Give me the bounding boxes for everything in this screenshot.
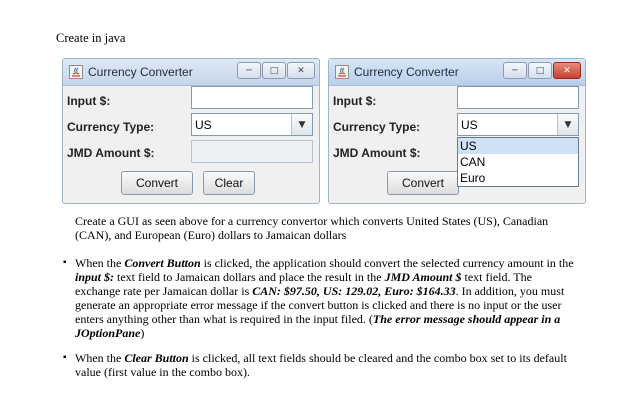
bullet-text: When the: [75, 351, 125, 365]
dropdown-option-us[interactable]: US: [458, 138, 578, 154]
emphasis: JMD Amount $: [384, 270, 462, 284]
currency-type-label: Currency Type:: [333, 120, 421, 134]
bullet-text: text field to Jamaican dollars and place the result in the: [114, 270, 385, 284]
error-note: The error message should appear in a JOptionPane: [75, 312, 561, 340]
bullet-clear: [63, 351, 575, 379]
emphasis: input $:: [75, 270, 115, 284]
bullet-text: is clicked, the application should convert the selected currency amount in the: [200, 256, 574, 270]
currency-type-combo[interactable]: [457, 113, 579, 136]
convert-button[interactable]: Convert: [121, 171, 193, 195]
java-app-icon: [335, 65, 349, 79]
window-titlebar[interactable]: [63, 59, 319, 86]
bullet-marker: ▪: [63, 352, 67, 363]
java-app-icon: [69, 65, 83, 79]
input-label: Input $:: [333, 94, 377, 108]
bullet-text: text field. The exchange rate per Jamaican dollar is: [75, 270, 532, 298]
input-label: Input $:: [67, 94, 111, 108]
currency-converter-window: [62, 58, 320, 204]
window-content: [329, 86, 585, 205]
emphasis: Clear Button: [124, 351, 189, 365]
close-icon[interactable]: ✕: [553, 62, 581, 79]
minimize-icon[interactable]: ─: [237, 62, 261, 79]
currency-type-label: Currency Type:: [67, 120, 155, 134]
combo-selected-value: US: [195, 118, 212, 132]
maximize-icon[interactable]: □: [262, 62, 286, 79]
window-title: Currency Converter: [88, 65, 193, 79]
jmd-amount-label: JMD Amount $:: [67, 146, 155, 160]
minimize-icon[interactable]: ─: [503, 62, 527, 79]
window-titlebar[interactable]: [329, 59, 585, 86]
jmd-amount-label: JMD Amount $:: [333, 146, 421, 160]
close-icon[interactable]: ✕: [287, 62, 315, 79]
window-title: Currency Converter: [354, 65, 459, 79]
exchange-rates: CAN: $97.50, US: 129.02, Euro: $164.33: [252, 284, 456, 298]
bullet-text: . In addition, you must generate an appropriate error message if the convert button is clicked and there is no input or the user enters anything other than what is required in the input filed. (: [75, 284, 565, 326]
clear-button[interactable]: Clear: [203, 171, 255, 195]
page-heading: Create in java: [56, 31, 126, 45]
currency-dropdown-list: [457, 137, 579, 187]
window-content: [63, 86, 319, 204]
currency-converter-window-dropdown-open: [328, 58, 586, 204]
emphasis: Convert Button: [124, 256, 201, 270]
dropdown-option-euro[interactable]: Euro: [460, 171, 486, 185]
bullet-text: ): [140, 326, 145, 340]
maximize-icon[interactable]: □: [528, 62, 552, 79]
bullet-convert: [63, 256, 575, 340]
input-field[interactable]: [191, 86, 313, 109]
chevron-down-icon[interactable]: ▼: [291, 114, 312, 135]
jmd-amount-field: [191, 140, 313, 163]
dropdown-option-can[interactable]: CAN: [460, 155, 486, 169]
description-paragraph: Create a GUI as seen above for a currency convertor which converts United States (US), Canadian (CAN), and European (Euro) dollars to Jamaican dollars: [75, 214, 549, 242]
bullet-text: When the: [75, 256, 125, 270]
input-field[interactable]: [457, 86, 579, 109]
bullet-marker: ▪: [63, 257, 67, 268]
combo-selected-value: US: [461, 118, 478, 132]
convert-button[interactable]: Convert: [387, 171, 459, 195]
chevron-down-icon[interactable]: ▼: [557, 114, 578, 135]
bullet-text: is clicked, all text fields should be cleared and the combo box set to its default value (first value in the combo box).: [75, 351, 567, 379]
currency-type-combo[interactable]: [191, 113, 313, 136]
